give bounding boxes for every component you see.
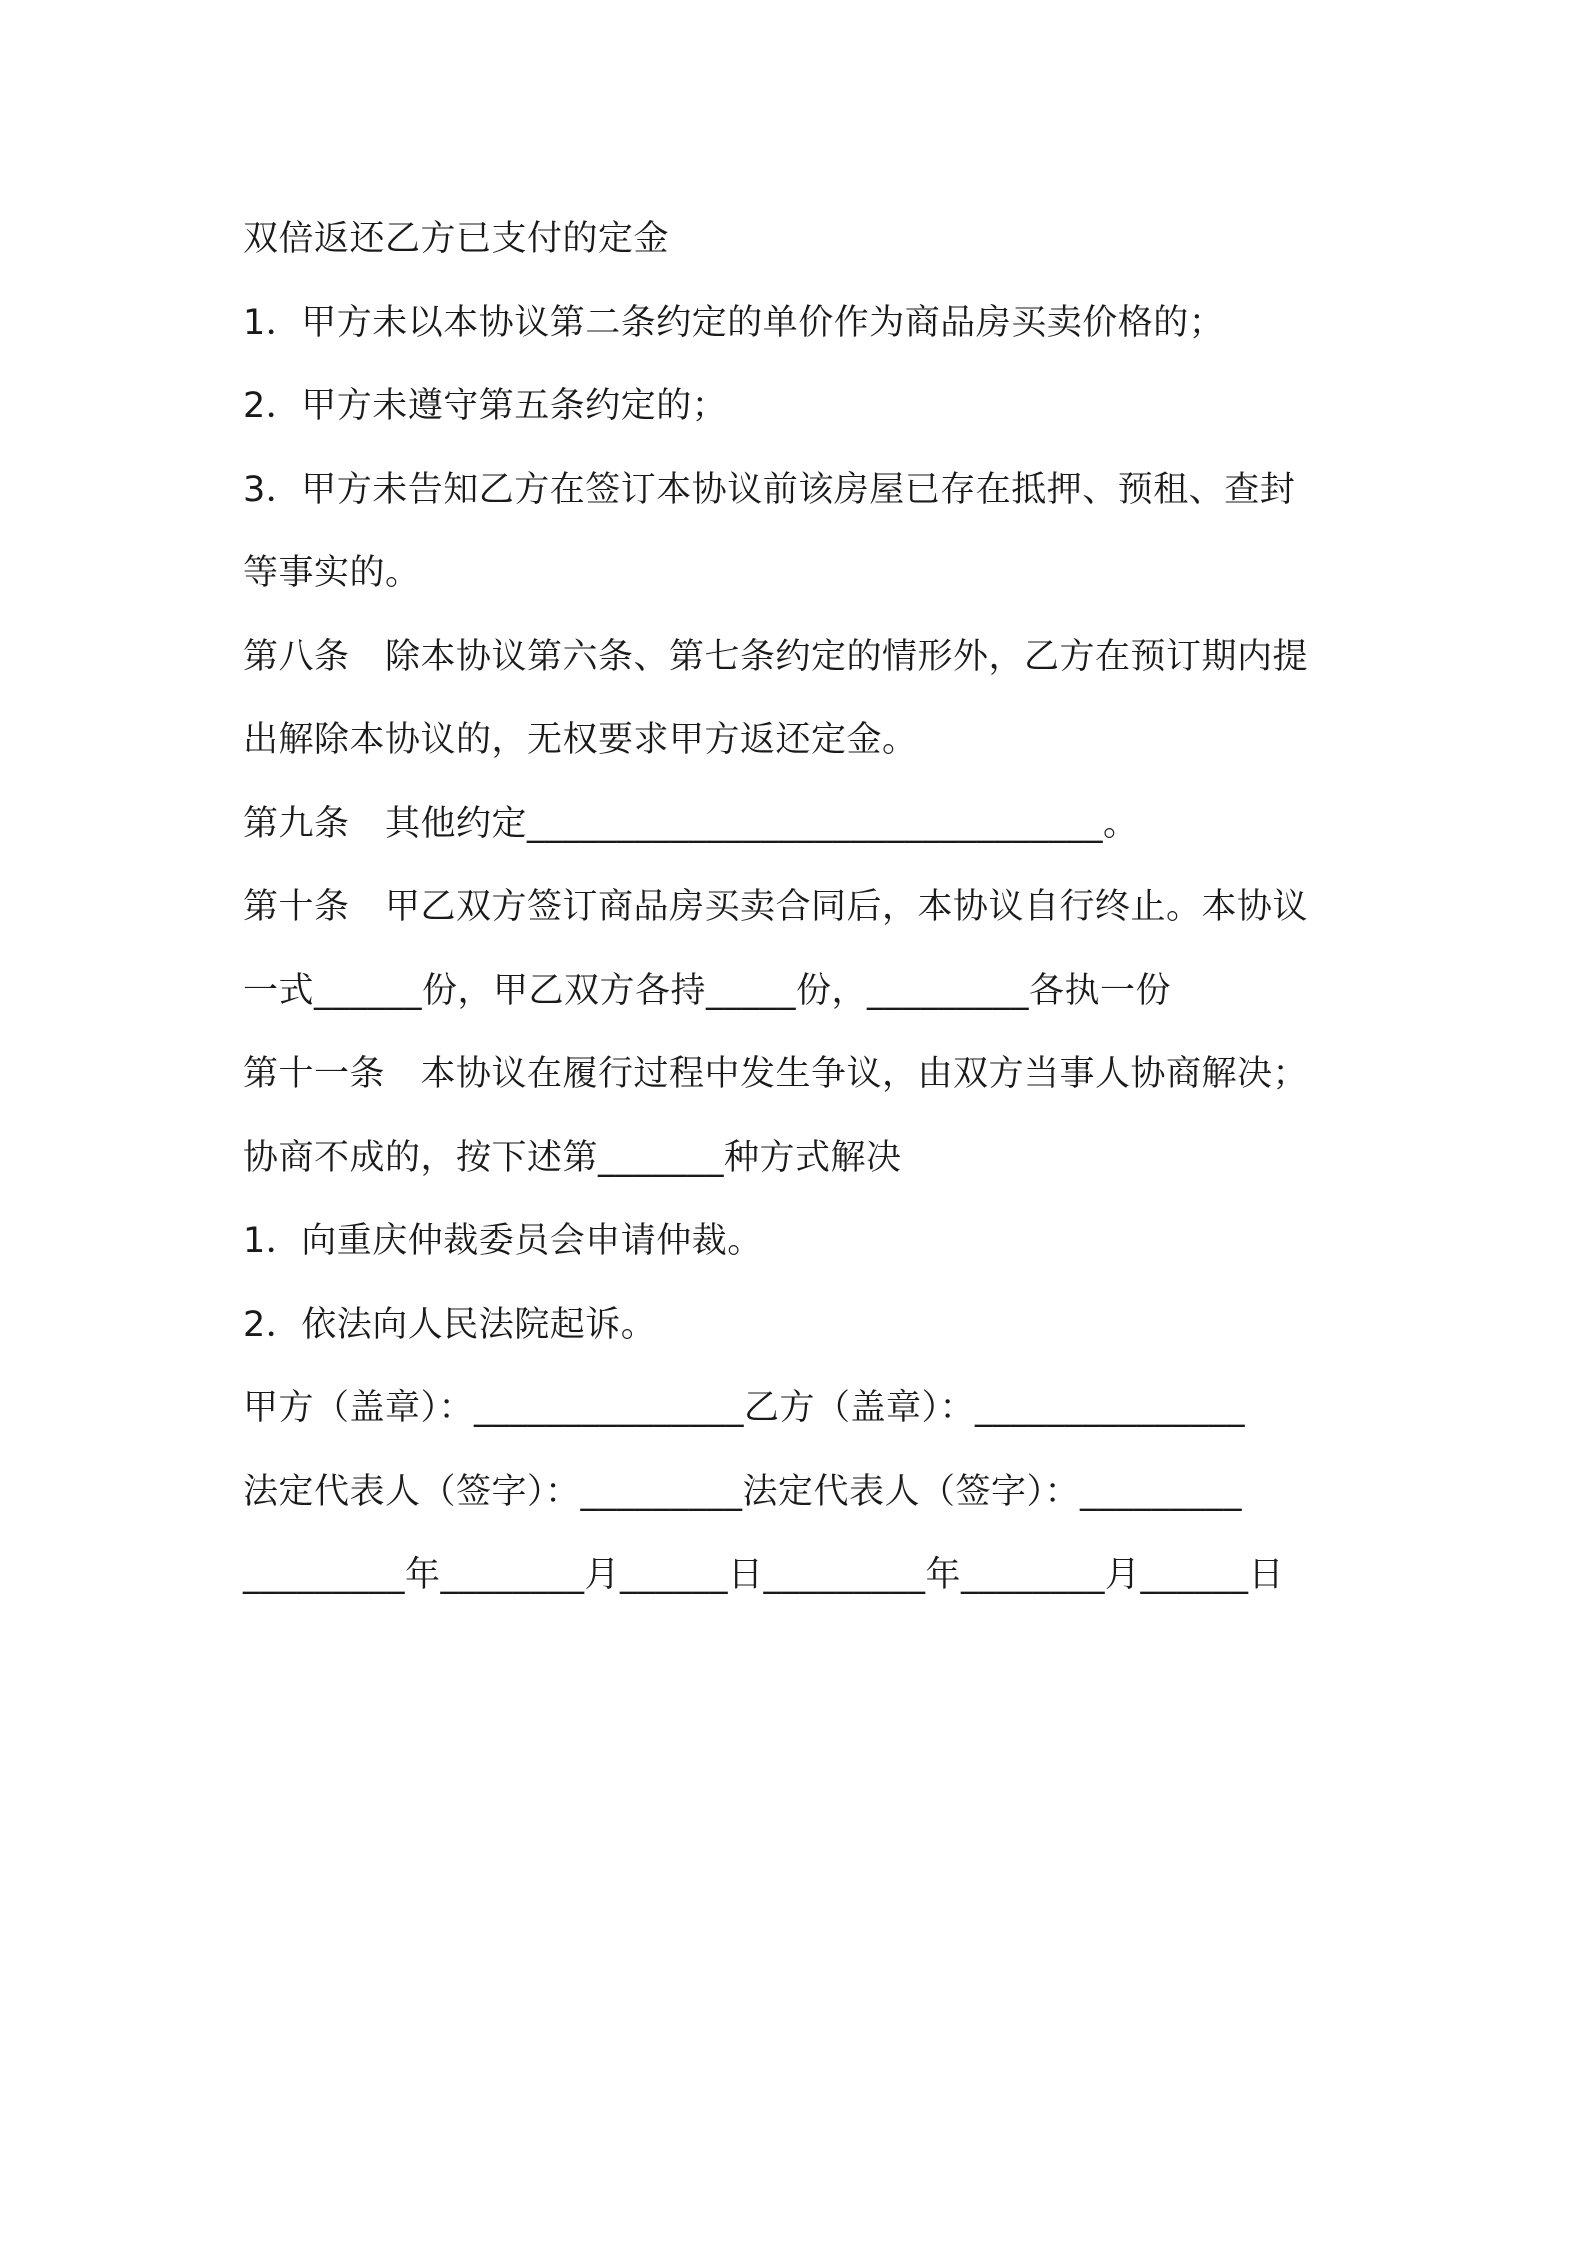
article-8-line-2: 出解除本协议的，无权要求甲方返还定金。	[243, 720, 918, 760]
party-seal-line: 甲方（盖章）：_______________乙方（盖章）：_______________	[243, 1388, 1246, 1428]
condition-1: 1．甲方未以本协议第二条约定的单价作为商品房买卖价格的；	[243, 302, 1225, 343]
article-11-line-1: 第十一条 本协议在履行过程中发生争议，由双方当事人协商解决；	[243, 1054, 1309, 1094]
article-11-line-2: 协商不成的，按下述第_______种方式解决	[243, 1137, 902, 1178]
clause-7-tail: 双倍返还乙方已支付的定金	[243, 219, 670, 259]
representative-signature-line: 法定代表人（签字）：_________法定代表人（签字）：_________	[243, 1471, 1243, 1512]
article-10-line-1: 第十条 甲乙双方签订商品房买卖合同后，本协议自行终止。本协议	[243, 887, 1309, 927]
condition-3-line-2: 等事实的。	[243, 553, 421, 593]
condition-2: 2．甲方未遵守第五条约定的；	[243, 386, 728, 426]
condition-3-line-1: 3．甲方未告知乙方在签订本协议前该房屋已存在抵押、预租、查封	[243, 469, 1296, 510]
article-9: 第九条 其他约定________________________________。	[243, 803, 1139, 844]
article-8-line-1: 第八条 除本协议第六条、第七条约定的情形外，乙方在预订期内提	[243, 636, 1309, 677]
resolution-option-2: 2．依法向人民法院起诉。	[243, 1304, 657, 1345]
resolution-option-1: 1．向重庆仲裁委员会申请仲裁。	[243, 1221, 763, 1261]
article-10-line-2: 一式______份，甲乙双方各持_____份，_________各执一份	[243, 970, 1172, 1011]
document-body	[243, 198, 1363, 1618]
date-line: _________年________月______日_________年________月______日	[243, 1555, 1285, 1595]
